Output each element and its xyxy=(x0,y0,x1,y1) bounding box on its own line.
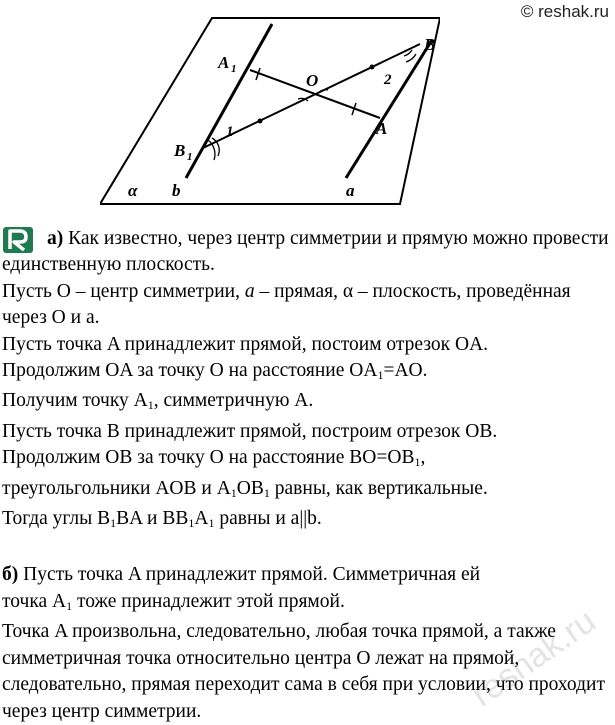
part-a-line3: Пусть точка A принадлежит прямой, постоим отрезок OA. xyxy=(2,333,489,355)
copyright-text: © reshak.ru xyxy=(520,2,609,21)
line-a xyxy=(346,40,432,178)
label-b-line: b xyxy=(172,181,181,200)
part-a-line6: Пусть точка B принадлежит прямой, построим отрезок OB. xyxy=(2,420,498,442)
tick-ob xyxy=(370,65,375,70)
part-a-line4: Продолжим OA за точку O на расстояние $OA_1=AO$. xyxy=(2,360,428,383)
part-b-line2: точка $A_1$ тоже принадлежит этой прямой. xyxy=(2,590,345,613)
part-b-line3: Точка A произвольна, следовательно, любая точка прямой, а также симметричная точка относительно центра O лежат на прямой, следовательно, прямая переходит сама в себя при условии, что проходит через центр симметрии. xyxy=(2,621,605,722)
part-b-label: б) xyxy=(2,564,19,586)
part-a-intro: а) Как известно, через центр симметрии и прямую можно провести единственную плоскость. xyxy=(2,228,609,276)
part-b-intro: б) Пусть точка A принадлежит прямой. Симметричная ей xyxy=(2,564,481,586)
label-b1-sub: 1 xyxy=(187,151,193,163)
watermark xyxy=(430,560,615,715)
tick-ob1 xyxy=(258,119,263,124)
label-angle-2: 2 xyxy=(384,72,392,88)
label-b1: B xyxy=(174,141,186,160)
paragraph-gap xyxy=(2,536,613,562)
label-b: B xyxy=(424,35,436,54)
watermark-text: reshak.ru xyxy=(464,601,603,715)
label-a-line: a xyxy=(346,181,355,200)
part-a-line2: Пусть O – центр симметрии, a – прямая, α – плоскость, проведённая через O и a. xyxy=(2,280,571,329)
segment-b1-b xyxy=(203,44,420,148)
label-a: A xyxy=(376,119,388,138)
line-b xyxy=(186,24,272,178)
part-a-line7: Продолжим OB за точку O на расстояние $BO=OB_1$, xyxy=(2,447,426,470)
part-a-line8: треугольгольники AOB и $A_1OB_1$ равны, как вертикальные. xyxy=(2,477,488,500)
label-angle-1: 1 xyxy=(226,124,234,140)
label-alpha: α xyxy=(128,181,138,200)
part-a-line5: Получим точку $A_1$, симметричную A. xyxy=(2,390,314,413)
geometry-figure xyxy=(100,6,440,216)
part-a-line9: Тогда углы $B_1BA$ и $BB_1A_1$ равны и a||b. xyxy=(2,508,322,531)
label-o: O xyxy=(306,71,319,90)
label-a1: A xyxy=(218,53,230,72)
label-a1-sub: 1 xyxy=(231,63,237,75)
part-a-label: а) xyxy=(47,228,64,249)
